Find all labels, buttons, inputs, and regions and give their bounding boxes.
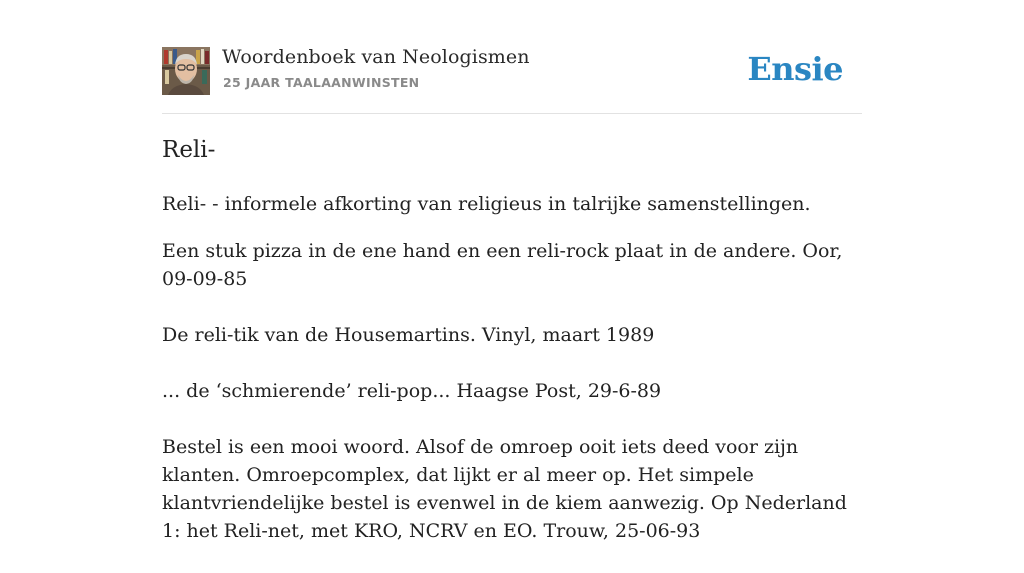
page-header — [162, 0, 862, 114]
quote-list — [162, 237, 862, 573]
quote-item: ... de ‘schmierende’ reli-pop... Haagse Post, 29-6-89 — [162, 380, 662, 402]
avatar-portrait-icon — [162, 47, 210, 95]
author-avatar[interactable] — [162, 47, 210, 95]
entry-definition: Reli- - informele afkorting van religieus in talrijke samenstellingen. — [162, 193, 811, 215]
site-title[interactable]: Woordenboek van Neologismen — [222, 46, 530, 68]
page-container — [162, 0, 862, 542]
quote-item: De reli-tik van de Housemartins. Vinyl, maart 1989 — [162, 324, 655, 346]
ensie-logo-link[interactable]: Ensie — [747, 50, 843, 88]
quote-item: Bestel is een mooi woord. Alsof de omroep ooit iets deed voor zijn klanten. Omroepcomplex, dat lijkt er al meer op. Het simpele klantvriendelijke bestel is evenwel in de kiem aanwezig. Op Nederland 1: het Reli-net, met KRO, NCRV en EO. Trouw, 25-06-93 — [162, 436, 847, 542]
entry-title: Reli- — [162, 137, 216, 163]
site-subtitle: 25 JAAR TAALAANWINSTEN — [223, 75, 420, 90]
quote-item: Een stuk pizza in de ene hand en een reli-rock plaat in de andere. Oor, 09-09-85 — [162, 240, 843, 290]
